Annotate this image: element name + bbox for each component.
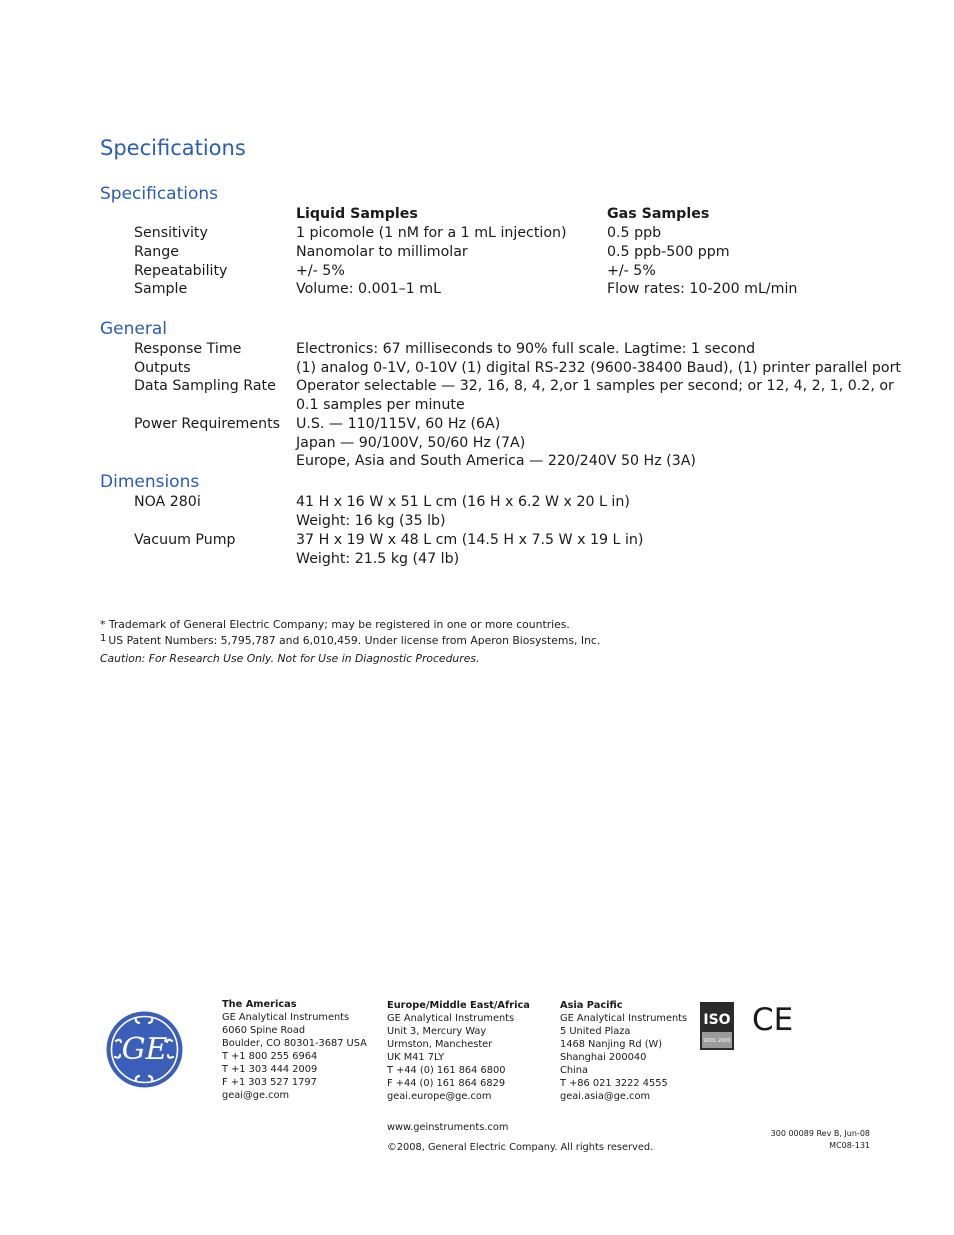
americas-fax: F +1 303 527 1797: [222, 1077, 317, 1088]
ge-logo-text: GE: [121, 1032, 168, 1067]
spec-label-range: Range: [134, 244, 179, 260]
apac-line: Shanghai 200040: [560, 1052, 647, 1063]
page-title: Specifications: [100, 136, 246, 160]
specifications-heading: Specifications: [100, 184, 219, 204]
dimensions-heading: Dimensions: [100, 472, 200, 492]
gas-samples-header: Gas Samples: [607, 206, 710, 222]
patent-note-text: US Patent Numbers: 5,795,787 and 6,010,459. Under license from Aperon Biosystems, Inc.: [108, 634, 601, 647]
ce-mark-text: CE: [752, 1003, 792, 1033]
dimensions-value-noa-size: 41 H x 16 W x 51 L cm (16 H x 6.2 W x 20 L in): [296, 494, 630, 510]
ge-logo-icon: [106, 1011, 183, 1088]
americas-phone: T +1 303 444 2009: [222, 1064, 318, 1075]
address-emea: [387, 999, 530, 1103]
spec-gas-range: 0.5 ppb-500 ppm: [607, 244, 730, 260]
iso-certification-badge: [700, 1002, 734, 1050]
iso-badge-icon: [700, 1002, 734, 1050]
apac-title: Asia Pacific: [560, 1000, 623, 1011]
patent-footnote-mark: 1: [100, 633, 107, 644]
patent-note: [100, 633, 600, 647]
svg-text:9001:2000: 9001:2000: [703, 1038, 731, 1044]
ge-logo: [106, 1011, 183, 1088]
general-heading: General: [100, 319, 167, 339]
general-value-outputs: (1) analog 0-1V, 0-10V (1) digital RS-232 (9600-38400 Baud), (1) printer parallel port: [296, 360, 901, 376]
emea-line: Unit 3, Mercury Way: [387, 1026, 487, 1037]
emea-phone: T +44 (0) 161 864 6800: [387, 1065, 506, 1076]
spec-liquid-sensitivity: 1 picomole (1 nM for a 1 mL injection): [296, 225, 567, 241]
spec-gas-sensitivity: 0.5 ppb: [607, 225, 662, 241]
liquid-samples-header: Liquid Samples: [296, 206, 418, 222]
dimensions-value-pump-size: 37 H x 19 W x 48 L cm (14.5 H x 7.5 W x 19 L in): [296, 532, 644, 548]
general-label-data-sampling: Data Sampling Rate: [134, 378, 276, 394]
apac-phone: T +86 021 3222 4555: [560, 1078, 668, 1089]
general-value-power-us: U.S. — 110/115V, 60 Hz (6A): [296, 416, 501, 432]
emea-title: Europe/Middle East/Africa: [387, 1000, 530, 1011]
dimensions-value-pump-weight: Weight: 21.5 kg (47 lb): [296, 551, 460, 567]
trademark-note: * Trademark of General Electric Company; may be registered in one or more countries.: [100, 618, 570, 631]
spec-liquid-sample: Volume: 0.001–1 mL: [296, 281, 442, 297]
ce-mark: [752, 1003, 792, 1033]
apac-email: geai.asia@ge.com: [560, 1091, 650, 1102]
americas-phone: T +1 800 255 6964: [222, 1051, 318, 1062]
americas-line: GE Analytical Instruments: [222, 1012, 350, 1023]
spec-label-sensitivity: Sensitivity: [134, 225, 208, 241]
website-link[interactable]: www.geinstruments.com: [387, 1122, 509, 1133]
spec-label-sample: Sample: [134, 281, 188, 297]
ce-mark-icon: [752, 1003, 792, 1033]
emea-line: UK M41 7LY: [387, 1052, 445, 1063]
general-value-data-sampling-line1: Operator selectable — 32, 16, 8, 4, 2,or 1 samples per second; or 12, 4, 2, 1, 0.2, or: [296, 378, 894, 394]
copyright: ©2008, General Electric Company. All rights reserved.: [387, 1142, 654, 1153]
document-number: 300 00089 Rev B, Jun-08: [770, 1129, 870, 1138]
emea-email: geai.europe@ge.com: [387, 1091, 492, 1102]
general-label-response-time: Response Time: [134, 341, 242, 357]
general-label-outputs: Outputs: [134, 360, 191, 376]
general-value-power-europe: Europe, Asia and South America — 220/240V 50 Hz (3A): [296, 453, 696, 469]
americas-line: Boulder, CO 80301-3687 USA: [222, 1038, 367, 1049]
spec-liquid-repeatability: +/- 5%: [296, 263, 345, 279]
apac-line: GE Analytical Instruments: [560, 1013, 688, 1024]
apac-line: China: [560, 1065, 588, 1076]
dimensions-label-noa: NOA 280i: [134, 494, 201, 510]
caution-note: Caution: For Research Use Only. Not for Use in Diagnostic Procedures.: [100, 652, 480, 665]
address-apac: [560, 999, 687, 1103]
spec-gas-repeatability: +/- 5%: [607, 263, 656, 279]
document-code: MC08-131: [829, 1141, 870, 1150]
emea-line: Urmston, Manchester: [387, 1039, 493, 1050]
svg-text:ISO: ISO: [703, 1012, 731, 1028]
spec-liquid-range: Nanomolar to millimolar: [296, 244, 468, 260]
general-value-data-sampling-line2: 0.1 samples per minute: [296, 397, 465, 413]
dimensions-label-pump: Vacuum Pump: [134, 532, 236, 548]
apac-line: 1468 Nanjing Rd (W): [560, 1039, 663, 1050]
apac-line: 5 United Plaza: [560, 1026, 631, 1037]
spec-gas-sample: Flow rates: 10-200 mL/min: [607, 281, 798, 297]
americas-title: The Americas: [222, 999, 297, 1010]
general-label-power: Power Requirements: [134, 416, 281, 432]
general-value-power-japan: Japan — 90/100V, 50/60 Hz (7A): [296, 435, 526, 451]
spec-label-repeatability: Repeatability: [134, 263, 228, 279]
address-americas: [222, 998, 367, 1102]
americas-line: 6060 Spine Road: [222, 1025, 306, 1036]
emea-line: GE Analytical Instruments: [387, 1013, 515, 1024]
americas-email: geai@ge.com: [222, 1090, 290, 1101]
dimensions-value-noa-weight: Weight: 16 kg (35 lb): [296, 513, 446, 529]
emea-fax: F +44 (0) 161 864 6829: [387, 1078, 506, 1089]
general-value-response-time: Electronics: 67 milliseconds to 90% full scale. Lagtime: 1 second: [296, 341, 756, 357]
